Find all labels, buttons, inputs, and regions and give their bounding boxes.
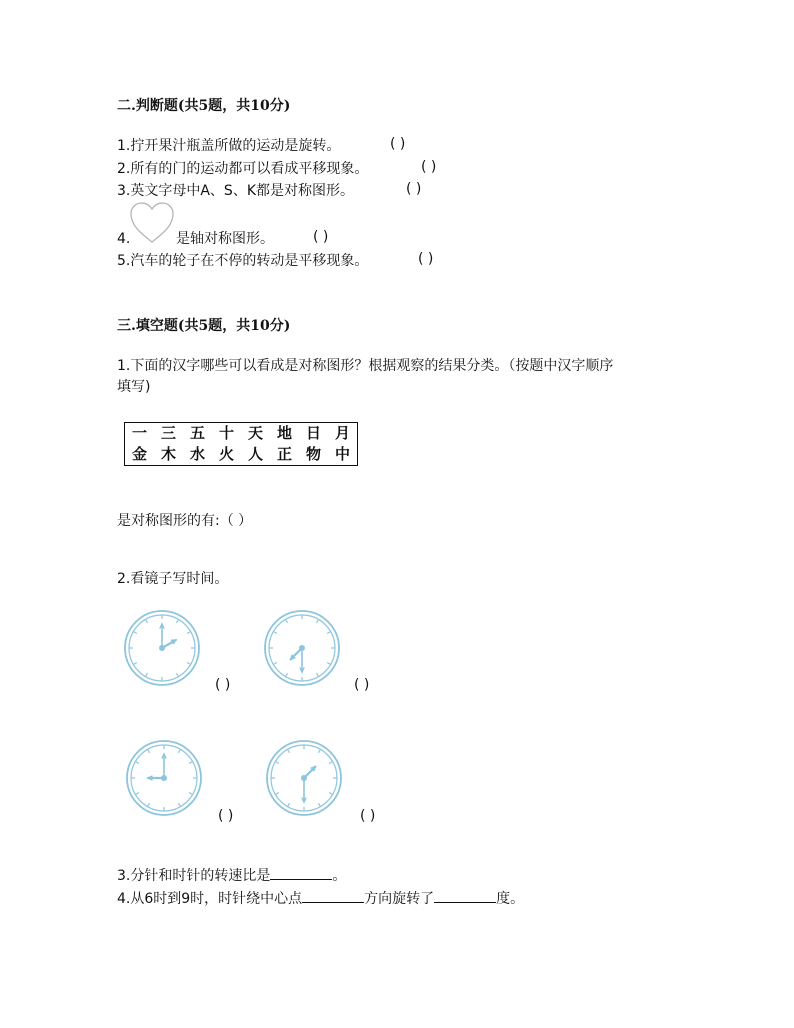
clock-tick xyxy=(274,663,277,665)
char-cell: 月 xyxy=(334,424,350,442)
answer-paren-2-1[interactable]: ( ) xyxy=(390,136,406,152)
question-3-4: 4.从6时到9时，时针绕中心点 方向旋转了 度。 xyxy=(117,888,524,908)
clock-tick xyxy=(146,620,148,623)
blank-3-4-direction[interactable] xyxy=(302,888,364,903)
clock-tick xyxy=(286,673,288,676)
char-cell: 金 xyxy=(131,445,147,463)
char-cell: 日 xyxy=(305,424,321,442)
answer-paren-2-5[interactable]: ( ) xyxy=(418,251,434,267)
question-2-3: 3.英文字母中A、S、K都是对称图形。 xyxy=(117,183,355,199)
clock-tick xyxy=(327,663,330,665)
question-3-1-line1: 1.下面的汉字哪些可以看成是对称图形？根据观察的结果分类。（按题中汉字顺序 xyxy=(117,358,614,374)
blank-3-3[interactable] xyxy=(270,865,332,880)
char-cell: 人 xyxy=(247,445,263,463)
char-cell: 五 xyxy=(189,424,205,442)
char-cell: 一 xyxy=(131,424,147,442)
clock-2-icon xyxy=(262,608,342,688)
clock-tick xyxy=(177,673,179,676)
clock-tick xyxy=(329,793,332,795)
clock-tick xyxy=(276,793,279,795)
clock-tick xyxy=(179,750,181,753)
clock-center xyxy=(161,775,167,781)
section2-title: 二.判断题(共5题，共10分) xyxy=(117,98,291,114)
clock-center xyxy=(159,645,165,651)
char-cell: 正 xyxy=(276,445,292,463)
clock-4-icon xyxy=(264,738,344,818)
clock-tick xyxy=(319,803,321,806)
table-row xyxy=(125,444,358,466)
char-cell: 木 xyxy=(160,445,176,463)
clock-tick xyxy=(177,620,179,623)
clock-tick xyxy=(189,793,192,795)
question-2-2: 2.所有的门的运动都可以看成平移现象。 xyxy=(117,161,369,177)
question-3-3: 3.分针和时针的转速比是 。 xyxy=(117,865,346,885)
char-cell: 天 xyxy=(247,424,263,442)
clock-tick xyxy=(288,750,290,753)
char-cell: 三 xyxy=(160,424,176,442)
table-row xyxy=(125,423,358,445)
clock-tick xyxy=(187,632,190,634)
clock-tick xyxy=(189,762,192,764)
question-3-2: 2.看镜子写时间。 xyxy=(117,571,229,587)
char-cell: 水 xyxy=(189,445,205,463)
clock-tick xyxy=(134,632,137,634)
heart-icon xyxy=(128,201,176,245)
question-3-1-line2: 填写) xyxy=(117,379,151,395)
clock-3-icon xyxy=(124,738,204,818)
answer-paren-clock-1[interactable]: ( ) xyxy=(215,677,231,693)
clock-tick xyxy=(136,793,139,795)
char-cell: 十 xyxy=(218,424,234,442)
blank-3-4-degrees[interactable] xyxy=(434,888,496,903)
clock-tick xyxy=(327,632,330,634)
answer-paren-2-4[interactable]: ( ) xyxy=(313,229,329,245)
clock-tick xyxy=(288,803,290,806)
answer-paren-2-2[interactable]: ( ) xyxy=(421,159,437,175)
question-2-4-prefix: 4. xyxy=(117,231,131,247)
question-3-1-answer[interactable]: 是对称图形的有:（ ） xyxy=(117,513,253,529)
clock-tick xyxy=(148,803,150,806)
clock-tick xyxy=(146,673,148,676)
section3-title: 三.填空题(共5题，共10分) xyxy=(117,318,291,334)
clock-tick xyxy=(187,663,190,665)
clock-center xyxy=(301,775,307,781)
clock-tick xyxy=(319,750,321,753)
clock-tick xyxy=(286,620,288,623)
clock-1-icon xyxy=(122,608,202,688)
clock-tick xyxy=(134,663,137,665)
clock-tick xyxy=(276,762,279,764)
char-cell: 地 xyxy=(276,424,292,442)
character-table xyxy=(124,422,358,466)
clock-tick xyxy=(317,620,319,623)
clock-tick xyxy=(317,673,319,676)
question-2-1: 1.拧开果汁瓶盖所做的运动是旋转。 xyxy=(117,138,341,154)
answer-paren-clock-2[interactable]: ( ) xyxy=(354,677,370,693)
clock-center xyxy=(299,645,305,651)
clock-tick xyxy=(179,803,181,806)
answer-paren-clock-3[interactable]: ( ) xyxy=(218,808,234,824)
clock-tick xyxy=(136,762,139,764)
char-cell: 中 xyxy=(334,445,350,463)
clock-tick xyxy=(148,750,150,753)
char-cell: 火 xyxy=(218,445,234,463)
answer-paren-2-3[interactable]: ( ) xyxy=(406,181,422,197)
question-2-5: 5.汽车的轮子在不停的转动是平移现象。 xyxy=(117,253,369,269)
char-cell: 物 xyxy=(305,445,321,463)
clock-tick xyxy=(274,632,277,634)
answer-paren-clock-4[interactable]: ( ) xyxy=(360,808,376,824)
clock-tick xyxy=(329,762,332,764)
question-2-4-suffix: 是轴对称图形。 xyxy=(176,231,274,247)
